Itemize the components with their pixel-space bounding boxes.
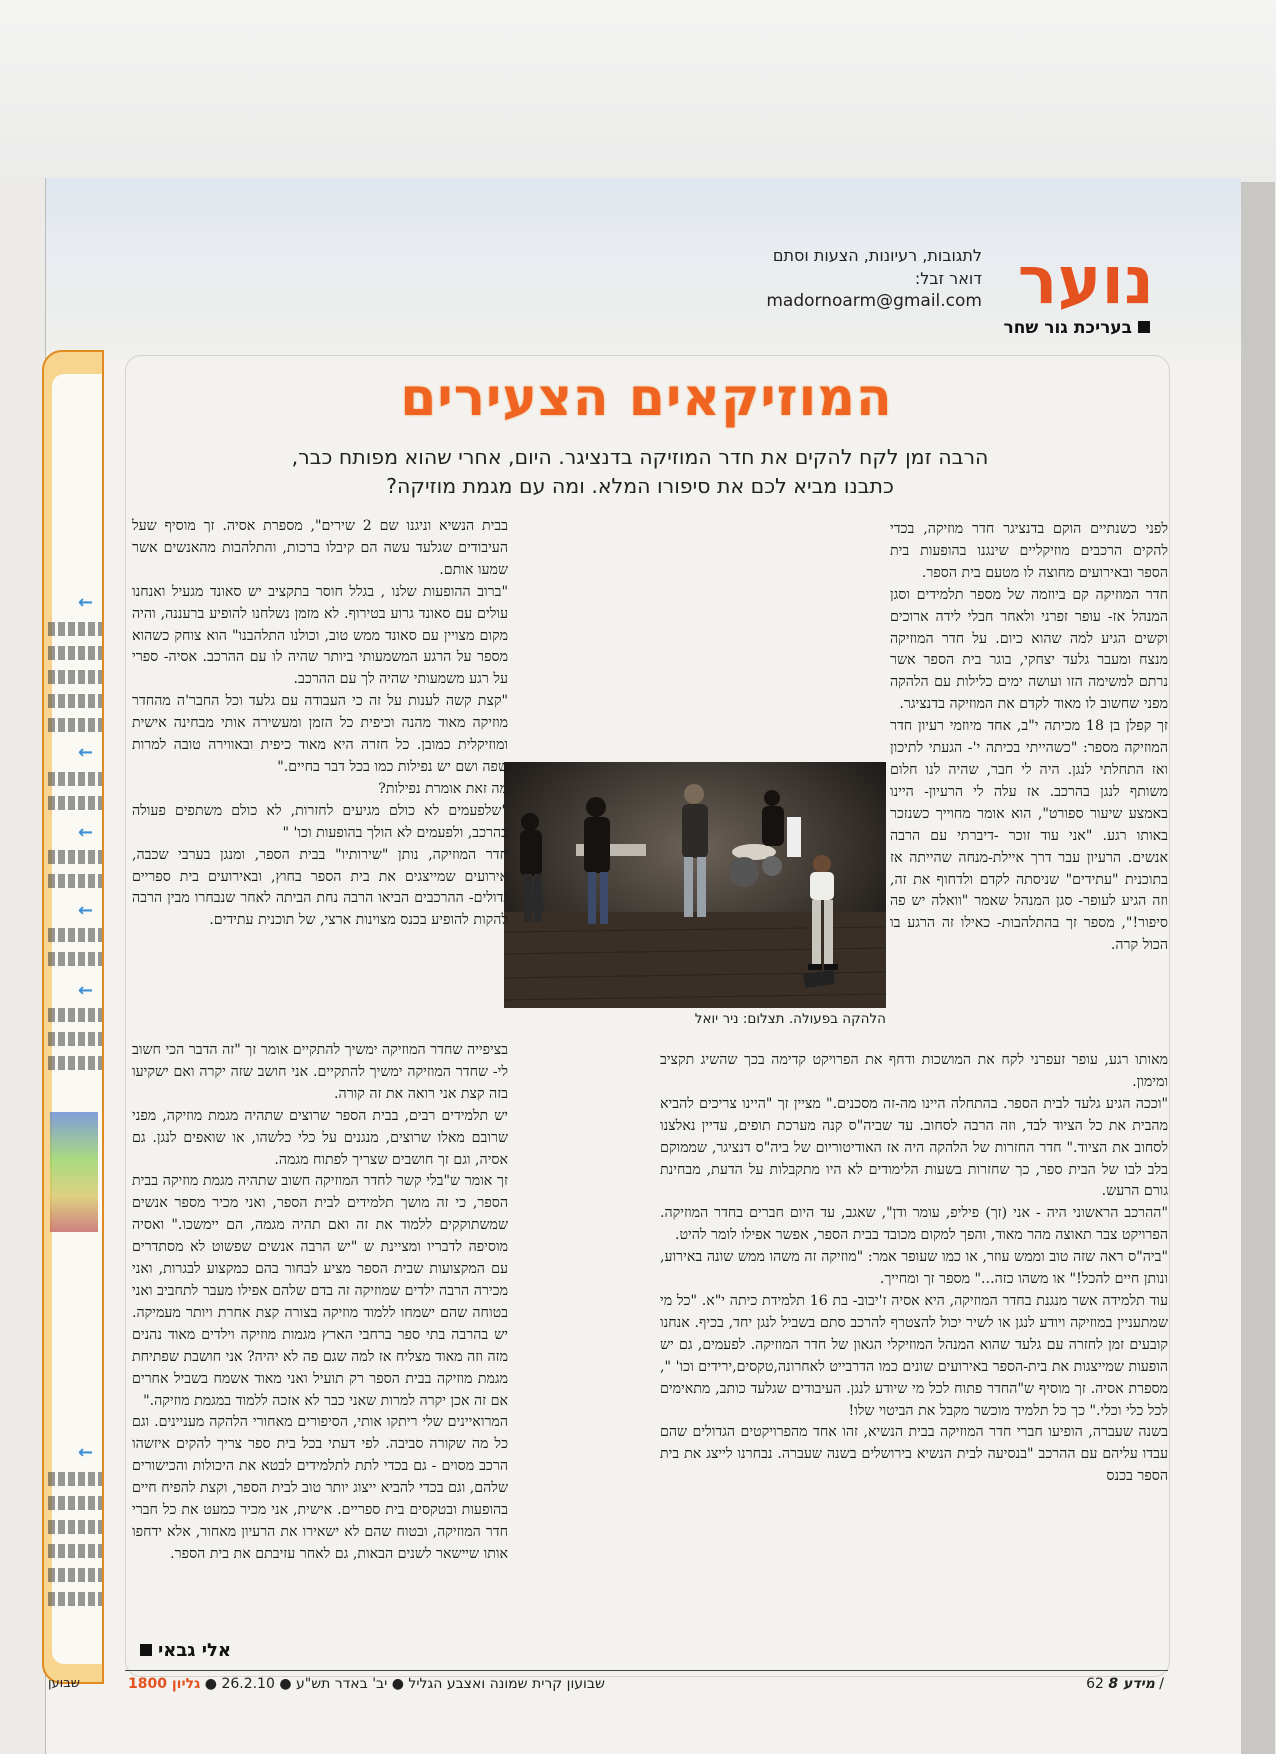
article-subhead: הרבה זמן לקח להקים את חדר המוזיקה בדנציגר. היום, אחרי שהוא מפותח כבר, כתבנו מביא לכם את סיפורו המלא. ומה עם מגמת מוזיקה?	[291, 445, 989, 498]
neighbor-text-line	[48, 1520, 104, 1534]
article-column-left-top	[132, 516, 508, 932]
neighbor-text-line	[48, 718, 104, 732]
paragraph: עוד תלמידה אשר מנגנת בחדר המוזיקה, היא אסיה ז'יבוב- בת 16 תלמידת כיתה י"א. "כל מי שמתעניין במוזיקה ויודע לנגן או לשיר יכול להצטרף להרכב סתם בשביל לנגן יחד, בכיף. אנחנו קובעים זמן לחזרה עם גלעד שהוא המנהל המוזיקלי הגאון של חדר המוזיקה. לפעמים, גם יש הופעות שמייצגות את בית-הספר באירועים שונים כמו הדרבייט לאחרונה,טקסים,ירידים וכו' ", מספרת אסיה. זך מוסיף ש"החדר פתוח לכל מי שיודע לנגן. העיבודים שגלעד כותב, מתאימים לכל כלי וכלי." כך כל תלמיד מוכשר מקבל את הביטוי שלו!	[660, 1292, 1168, 1419]
section-logo: נוער	[1017, 242, 1154, 319]
photo-caption: הלהקה בפעולה. תצלום: ניר יואל	[694, 1011, 886, 1027]
neighbor-text-line	[48, 646, 104, 660]
neighbor-text-line	[48, 1496, 104, 1510]
paragraph: יש תלמידים רבים, בבית הספר שרוצים שתהיה מגמת מוזיקה, מפני שרובם מאלו שרוצים, מנגנים על כלי כלשהו, או שואפים לנגן. גם אסיה, וגם זך חושבים שצריך לפתוח מגמה.	[132, 1107, 508, 1168]
neighbor-text-line	[48, 622, 104, 636]
paragraph: זך קפלן בן 18 מכיתה י"ב, אחד מיוזמי רעיון חדר המוזיקה מספר: "כשהייתי בכיתה י'- הגעתי לתיכון ואז התחלתי לנגן. היה לי חבר, שהיה לנו חלום משותף לנגן בהרכב. אז עלה לי הרעיון- היינו באמצע שיעור ספורט", הוא אומר מחוייך כשנזכר באותו רגע. "אני עוד זוכר -דיברתי עם הרבה אנשים. הרעיון עבר דרך איילת-מנחה שהייתה אז בתוכנית "עתידים" שניסתה לקדם ולדחוף את זה, וזה הגיע לעופר- סגן המנהל שאמר "וואלה יש פה סיפור!", מספר זך בהתלהבות- כאילו זה הרגע בו הכול קרה.	[890, 718, 1168, 954]
contact-line: לתגובות, רעיונות, הצעות וסתם	[772, 246, 982, 265]
band-photo	[504, 762, 886, 1008]
neighbor-footer: שבוען	[48, 1676, 80, 1691]
neighbor-illustration	[50, 1112, 98, 1232]
paragraph: בבית הנשיא וניגנו שם 2 שירים", מספרת אסיה. זך מוסיף שעל העיבודים שגלעד עשה הם קיבלו ברכות, והתלהבות מהאנשים אשר שמעו אותם.	[132, 518, 508, 578]
neighbor-text-line	[48, 694, 104, 708]
paragraph: "וככה הגיע גלעד לבית הספר. בהתחלה היינו מה-זה מסכנים." מציין זך "היינו צריכים להביא מהבית את כל הציוד לבד, וזה הרבה לסחוב. עד שביה"ס קנה מערכת תופים, עדיין נאלצנו לסחוב את הציוד." חדר החזרות של הלהקה היה אז האודיטוריום של ביה"ס דנציגר, שממוקם בלב לבו של הבית ספר, כך שחזרות בשעות הלימודים לא היו מתקבלות על הדעת, מבחינת גורם הרעש.	[660, 1095, 1168, 1200]
neighbor-text-line	[48, 772, 104, 786]
contact-block	[766, 244, 982, 313]
article-column-left-bottom	[132, 1040, 508, 1566]
neighbor-page-sliver	[42, 350, 104, 1684]
article-column-right-bottom	[660, 1050, 1168, 1488]
neighbor-text-line	[48, 1568, 104, 1582]
arrow-left-icon: ←	[78, 1442, 94, 1463]
paragraph: "שלפעמים לא כולם מגיעים לחזרות, לא כולם משתפים פעולה בהרכב, ולפעמים לא הולך בהופעות וכו' "	[132, 802, 508, 841]
arrow-left-icon: ←	[78, 592, 94, 613]
neighbor-text-line	[48, 874, 104, 888]
neighbor-text-line	[48, 928, 104, 942]
square-bullet-icon	[140, 1644, 152, 1656]
neighbor-text-line	[48, 952, 104, 966]
paragraph: חדר המוזיקה קם ביוזמה של מספר תלמידים וסגן המנהל אז- עופר זפרני ולאחר חבלי לידה ארוכים וקשים הגיע למה שהוא כיום. על חדר המוזיקה מנצח ומעבר גלעד יצחקי, בוגר בית הספר אשר נרתם למשימה הזו ועושה ימים כלילות עם הלהקה מפני שחשוב לו מאוד לקדם את המוזיקה בדנציגר.	[890, 586, 1168, 713]
section-name: מידע 8	[1108, 1676, 1155, 1692]
neighbor-text-line	[48, 1032, 104, 1046]
neighbor-text-line	[48, 850, 104, 864]
arrow-left-icon: ←	[78, 822, 94, 843]
neighbor-text-line	[48, 1472, 104, 1486]
scan-top-margin	[0, 0, 1276, 180]
paragraph: זך אומר ש"בלי קשר לחדר המוזיקה חשוב שתהיה מגמת מוזיקה בבית הספר, כי זה מושך תלמידים לבית הספר, ואני מכיר מספר אנשים שמשתוקקים ללמוד את זה ואם תהיה מגמה, הם יימשכו." ואסיה מוסיפה לדבריו ומציינת ש "יש הרבה אנשים שפשוט לא מסתדרים עם המקצועות שבית הספר מציע לבחור בהם כמקצוע לבגרות, ואני מכירה הרבה ילדים שמוזיקה זה בדם שלהם אפילו מעבר לתחביב ואני בטוחה שהם ישמחו ללמוד מוזיקה בצורה קצת אחרת ויותר מעמיקה. יש בהרבה בתי ספר ברחבי הארץ מגמות מוזיקה וילדים מאוד נהנים מזה וזה מאוד מצליח אז למה שגם פה לא יהיה? אני חושבת שפתיחת מגמת מוזיקה בבית הספר רק תועיל ואני מאוד אשמח בשביל אחרים אם זה אכן יקרה למרות שאני כבר לא אזכה ללמוד במגמת מוזיקה."	[132, 1173, 508, 1409]
author-byline: אלי גבאי	[140, 1640, 231, 1661]
issue-number: גליון 1800	[128, 1676, 201, 1692]
editor-credit: בעריכת גור שחר	[1004, 318, 1150, 338]
paragraph: "ביה"ס ראה שזה טוב וממש עוזר, או כמו שעופר אמר: "מוזיקה זה משהו ממש שונה באירוע, ונותן חיים להכל!" או משהו כזה..." מספר זך ומחייך.	[660, 1249, 1168, 1288]
paragraph: "קצת קשה לענות על זה כי העבודה עם גלעד וכל החבר'ה מהחדר מוזיקה מאוד מהנה וכיפית כל הזמן ומעשירה אותי מבחינה אישית ומוזיקלית כמובן. כל חזרה היא מאוד כיפית ובאווירה טובה למרות שפה ושם יש נפילות כמו בכל דבר בחיים."	[132, 693, 508, 775]
paragraph: לפני כשנתיים הוקם בדנציגר חדר מוזיקה, בכדי להקים הרכבים מוזיקליים שינגנו בהופעות בית הספר ובאירועים מחוצה לו מטעם בית הספר.	[890, 521, 1168, 581]
neighbor-text-line	[48, 796, 104, 810]
paragraph: בציפייה שחדר המוזיקה ימשיך להתקיים אומר זך "זה הדבר הכי חשוב לי- שחדר המוזיקה ימשיך להתקיים. אני חושב שזה יקרה ואם ישקיעו בזה קצת אני רואה את זה קורה.	[132, 1042, 508, 1102]
band-photo-illustration	[504, 762, 886, 1008]
neighbor-text-line	[48, 1056, 104, 1070]
article-column-right-top	[890, 519, 1168, 957]
neighbor-text-line	[48, 1592, 104, 1606]
arrow-left-icon: ←	[78, 742, 94, 763]
article-headline: המוזיקאים הצעירים	[400, 368, 893, 428]
contact-line: דואר זבל:	[914, 269, 982, 288]
paragraph: מאותו רגע, עופר זעפרני לקח את המושכות ודחף את הפרויקט קדימה בכך שהשיג תקציב ומימון.	[660, 1052, 1168, 1090]
footer-page-number	[1086, 1676, 1164, 1692]
neighbor-text-line	[48, 670, 104, 684]
page-number: 62 /	[1086, 1676, 1164, 1692]
paragraph: חדר המוזיקה, נותן "שירותיו" בבית הספר, ומנגן בערבי שכבה, אירועים שמייצגים את בית הספר בחוץ, ובאירועים בית ספריים גדולים- ההרכבים הביאו הרבה נחת הביתה לאחר שנבחרו מבין הרבה להקות להופיע בכנס מצוינות ארצי, של תוכנית עתידים.	[132, 846, 508, 929]
paragraph: "ברוב ההופעות שלנו , בגלל חוסר בתקציב יש סאונד מגעיל ואנחנו עולים עם סאונד גרוע בטירוף. לא מזמן נשלחנו להופיע ברעננה, והיה מקום מצויין עם סאונד ממש טוב, וכולנו התלהבנו" הוא צוחק כשהוא מספר על הרגע המשמעותי ביותר שהיה לו עם ההרכב. אסיה- ספרי על רגע משמעותי שהיה לך עם ההרכב.	[132, 583, 508, 688]
contact-email: madornoarm@gmail.com	[766, 291, 982, 311]
square-bullet-icon	[1138, 321, 1150, 333]
paragraph: מה זאת אומרת נפילות?	[378, 780, 508, 797]
paragraph: "ההרכב הראשוני היה - אני (זך) פיליפ, עומר ודן", שאגב, עד היום חברים בחדר המוזיקה. הפרויקט צבר תאוצה מהר מאוד, והפך למקום מכובד בבית הספר, אפשר אפילו לומר להיט.	[660, 1205, 1168, 1244]
paragraph: בשנה שעברה, הופיעו חברי חדר המוזיקה בבית הנשיא, זהו אחד מהפרויקטים הגדולים שהם עבדו עליהם עם ההרכב "בנסיעה לבית הנשיא בירושלים בשנה שעברה. נבחרנו לייצג את בית הספר בכנס	[660, 1424, 1168, 1485]
arrow-left-icon: ←	[78, 980, 94, 1001]
neighbor-text-line	[48, 1008, 104, 1022]
footer-publication: שבועון קרית שמונה ואצבע הגליל ● יב' באדר תש"ע ● 26.2.10 ● גליון 1800	[128, 1676, 605, 1692]
footer-divider	[125, 1670, 1168, 1671]
neighbor-text-line	[48, 1544, 104, 1558]
paragraph: המרואיינים שלי ריתקו אותי, הסיפורים מאחורי הלהקה מעניינים. וגם כל מה שקורה סביבה. לפי דעתי בכל בית ספר צריך להקים איזשהו הרכב מסוים - גם בכדי לתת לתלמידים לבטא את היכולות והכישורים שלהם, וגם בכדי להביא ייצוג יותר טוב לבית הספר, וקצת להפיח חיים בהופעות ובטקסים בית ספריים. אישית, אני מכיר כמעט את כל חברי חדר המוזיקה, ובטוח שהם לא ישאירו את הרעיון מאחור, אלא ידחפו אותו שיישאר לשנים הבאות, גם לאחר עזיבתם את בית הספר.	[132, 1414, 508, 1562]
arrow-left-icon: ←	[78, 900, 94, 921]
